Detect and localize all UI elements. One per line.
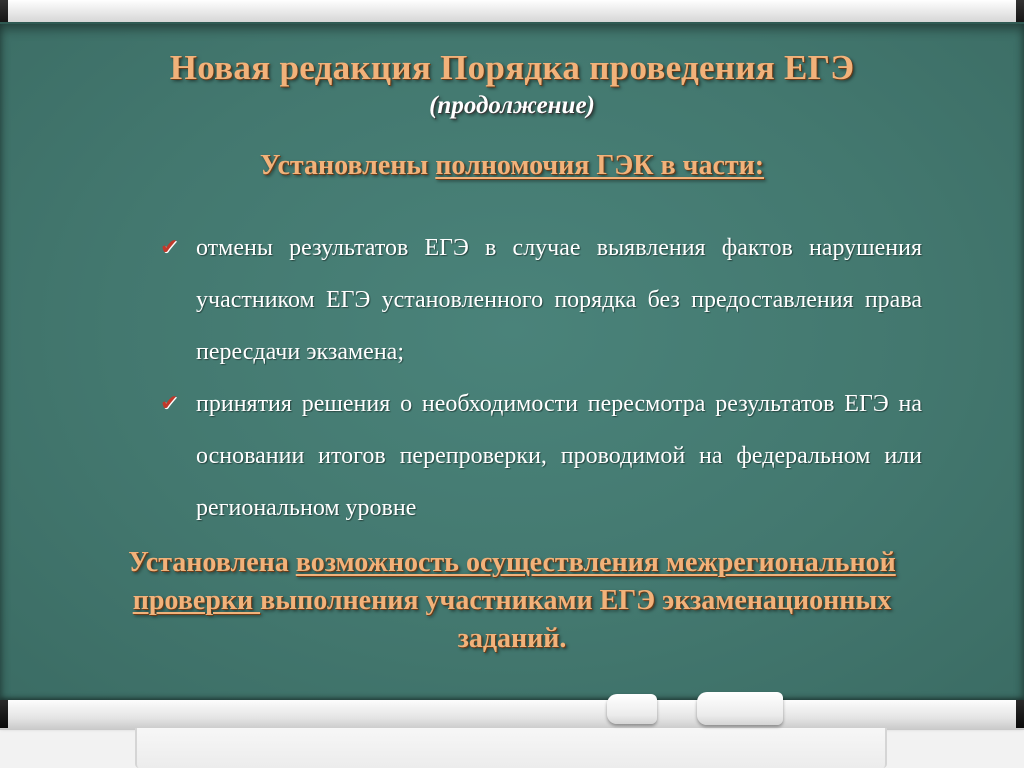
- tray-end-right: [1016, 700, 1024, 728]
- checkmark-icon: ✔: [160, 391, 179, 416]
- chalk-tray: [0, 700, 1024, 730]
- footer-plain-end: выполнения участниками ЕГЭ экзаменационных заданий.: [260, 585, 892, 654]
- list-item: [158, 222, 922, 378]
- list-item: [158, 378, 922, 534]
- footer-underlined: возможность осуществления межрегиональной проверки: [132, 547, 896, 616]
- section-heading-underlined: полномочия ГЭК в части:: [435, 150, 765, 181]
- section-heading: [0, 150, 1024, 182]
- footer-statement: [90, 544, 934, 658]
- slide-title: Новая редакция Порядка проведения ЕГЭ: [169, 48, 855, 87]
- footer-plain-start: Установлена: [128, 547, 296, 578]
- bullet-list: [158, 222, 922, 534]
- bullet-text: отмены результатов ЕГЭ в случае выявления фактов нарушения участником ЕГЭ установленного порядка без предоставления права пересдачи экзамена;: [196, 235, 922, 365]
- chalk-piece-small: [607, 694, 657, 724]
- chalk-piece-large: [697, 692, 783, 725]
- tray-end-left: [0, 700, 8, 728]
- checkmark-icon: ✔: [160, 235, 179, 260]
- section-heading-plain: Установлены: [259, 150, 436, 181]
- bullet-text: принятия решения о необходимости пересмотра результатов ЕГЭ на основании итогов перепроверки, проводимой на федеральном или региональном уровне: [196, 391, 922, 521]
- tray-lip: [135, 728, 887, 768]
- slide-subtitle: (продолжение): [429, 92, 595, 119]
